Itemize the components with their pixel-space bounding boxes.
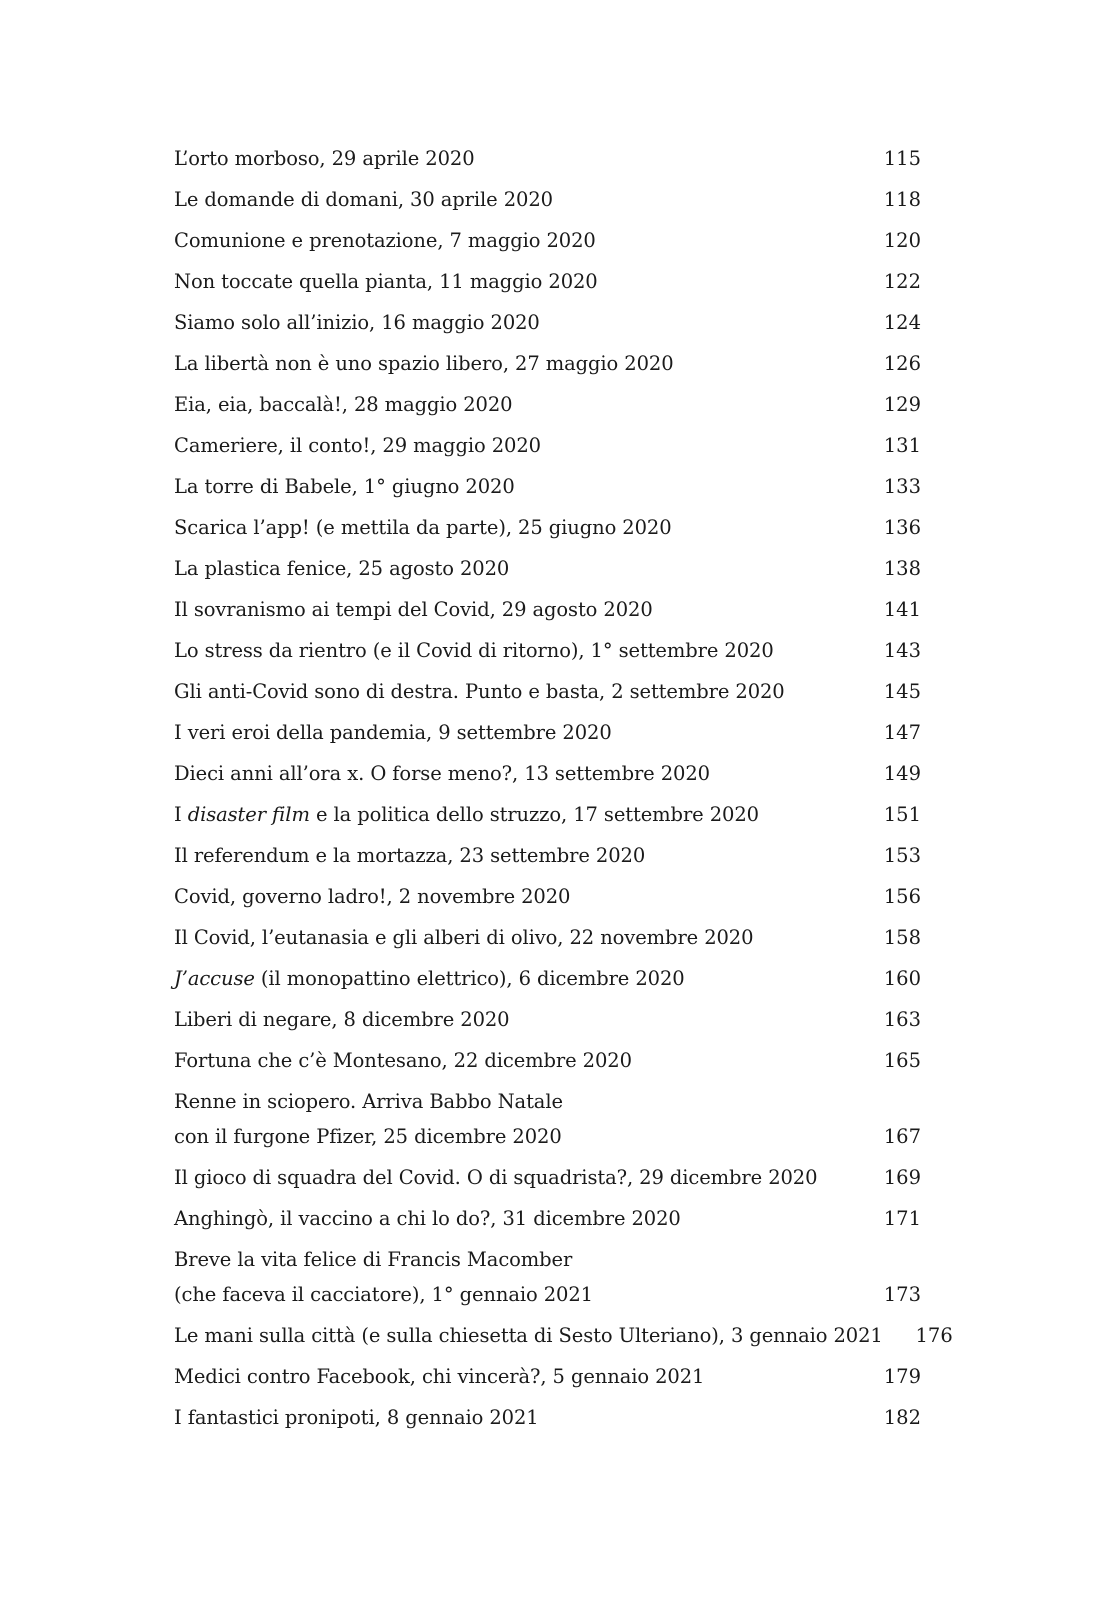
toc-entry-title: Le mani sulla città (e sulla chiesetta di Sesto Ulteriano), 3 gennaio 2021 [174,1324,883,1347]
toc-entry-page: 120 [883,229,921,252]
toc-entry [174,551,921,586]
toc-entry-page: 167 [883,1125,921,1148]
toc-entry [174,223,921,258]
toc-entry-page: 133 [883,475,921,498]
toc-entry-page: 118 [883,188,921,211]
toc-entry-page: 169 [883,1166,921,1189]
toc-entry [174,1201,921,1236]
toc-entry [174,1359,921,1394]
toc-entry [174,797,921,832]
toc-entry [174,182,921,217]
toc-entry-title [174,797,851,832]
toc-entry [174,633,921,668]
toc-entry-page: 158 [883,926,921,949]
toc-entry-title [174,961,851,996]
toc-entry [174,1400,921,1435]
toc-entry-title: I veri eroi della pandemia, 9 settembre 2020 [174,721,612,744]
toc-entry-page: 160 [883,967,921,990]
toc-entry [174,1160,921,1195]
toc-entry-title-suffix: (il monopattino elettrico), 6 dicembre 2020 [254,967,685,990]
toc-entry-title: La libertà non è uno spazio libero, 27 maggio 2020 [174,352,674,375]
toc-entry [174,428,921,463]
toc-entry-title: Medici contro Facebook, chi vincerà?, 5 gennaio 2021 [174,1365,705,1388]
toc-entry-title-line1: Breve la vita felice di Francis Macomber [174,1248,573,1271]
toc-entry-title-suffix: e la politica dello struzzo, 17 settembre 2020 [309,803,759,826]
toc-entry [174,715,921,750]
toc-entry-page: 163 [883,1008,921,1031]
toc-entry [174,387,921,422]
toc-entry-page: 156 [883,885,921,908]
toc-entry [174,1043,921,1078]
toc-entry-title: Le domande di domani, 30 aprile 2020 [174,188,553,211]
toc-entry [174,1242,921,1312]
toc-entry [174,510,921,545]
toc-entry-page: 136 [883,516,921,539]
table-of-contents [174,141,953,1441]
toc-entry [174,920,921,955]
toc-entry-title: Anghingò, il vaccino a chi lo do?, 31 dicembre 2020 [174,1207,681,1230]
toc-entry-title-italic: J’accuse [174,967,255,990]
toc-entry-title-italic: disaster film [187,803,310,826]
toc-entry-page: 115 [883,147,921,170]
toc-entry-title-line2: (che faceva il cacciatore), 1° gennaio 2021 [174,1283,593,1306]
toc-entry-title: Scarica l’app! (e mettila da parte), 25 giugno 2020 [174,516,672,539]
toc-entry [174,469,921,504]
toc-entry-title: Liberi di negare, 8 dicembre 2020 [174,1008,510,1031]
toc-entry [174,1084,921,1154]
toc-entry-title: Non toccate quella pianta, 11 maggio 2020 [174,270,598,293]
toc-entry [174,141,921,176]
toc-entry-page: 122 [883,270,921,293]
toc-entry-page: 151 [883,803,921,826]
toc-entry-title: Comunione e prenotazione, 7 maggio 2020 [174,229,596,252]
toc-entry-page: 173 [883,1283,921,1306]
toc-entry-title: Lo stress da rientro (e il Covid di ritorno), 1° settembre 2020 [174,639,774,662]
toc-entry-title: Il referendum e la mortazza, 23 settembre 2020 [174,844,646,867]
toc-entry-title: I fantastici pronipoti, 8 gennaio 2021 [174,1406,539,1429]
toc-entry-title: La torre di Babele, 1° giugno 2020 [174,475,515,498]
toc-entry-page: 126 [883,352,921,375]
toc-entry [174,961,921,996]
toc-entry-page: 182 [883,1406,921,1429]
toc-entry-page: 131 [883,434,921,457]
toc-entry-title: Fortuna che c’è Montesano, 22 dicembre 2020 [174,1049,632,1072]
toc-entry-title: Cameriere, il conto!, 29 maggio 2020 [174,434,541,457]
toc-entry-title: Il Covid, l’eutanasia e gli alberi di olivo, 22 novembre 2020 [174,926,754,949]
toc-entry-page: 143 [883,639,921,662]
toc-entry-title: Il gioco di squadra del Covid. O di squadrista?, 29 dicembre 2020 [174,1166,818,1189]
toc-entry [174,674,921,709]
toc-entry-page: 124 [883,311,921,334]
toc-entry [174,1318,953,1353]
toc-entry-title: Gli anti-Covid sono di destra. Punto e basta, 2 settembre 2020 [174,680,785,703]
toc-entry-title: La plastica fenice, 25 agosto 2020 [174,557,510,580]
toc-entry-page: 141 [883,598,921,621]
toc-entry [174,592,921,627]
toc-entry-title [174,1242,851,1312]
toc-entry [174,305,921,340]
toc-entry-title [174,1084,851,1154]
toc-entry [174,1002,921,1037]
toc-entry-page: 179 [883,1365,921,1388]
toc-entry-page: 171 [883,1207,921,1230]
toc-entry-page: 153 [883,844,921,867]
toc-entry [174,838,921,873]
toc-entry [174,346,921,381]
toc-entry-page: 145 [883,680,921,703]
toc-entry [174,879,921,914]
toc-entry-title: Siamo solo all’inizio, 16 maggio 2020 [174,311,540,334]
toc-entry-title: Dieci anni all’ora x. O forse meno?, 13 settembre 2020 [174,762,710,785]
toc-entry-page: 176 [915,1324,953,1347]
toc-entry-page: 149 [883,762,921,785]
toc-entry-page: 165 [883,1049,921,1072]
toc-entry-page: 138 [883,557,921,580]
toc-entry-title-prefix: I [174,803,188,826]
toc-entry-title: L’orto morboso, 29 aprile 2020 [174,147,475,170]
toc-entry-title: Covid, governo ladro!, 2 novembre 2020 [174,885,571,908]
toc-entry-page: 147 [883,721,921,744]
toc-entry-page: 129 [883,393,921,416]
toc-entry-title-line2: con il furgone Pfizer, 25 dicembre 2020 [174,1125,562,1148]
toc-entry-title-line1: Renne in sciopero. Arriva Babbo Natale [174,1090,563,1113]
toc-entry-title: Eia, eia, baccalà!, 28 maggio 2020 [174,393,513,416]
toc-entry [174,264,921,299]
toc-entry [174,756,921,791]
toc-entry-title: Il sovranismo ai tempi del Covid, 29 agosto 2020 [174,598,653,621]
